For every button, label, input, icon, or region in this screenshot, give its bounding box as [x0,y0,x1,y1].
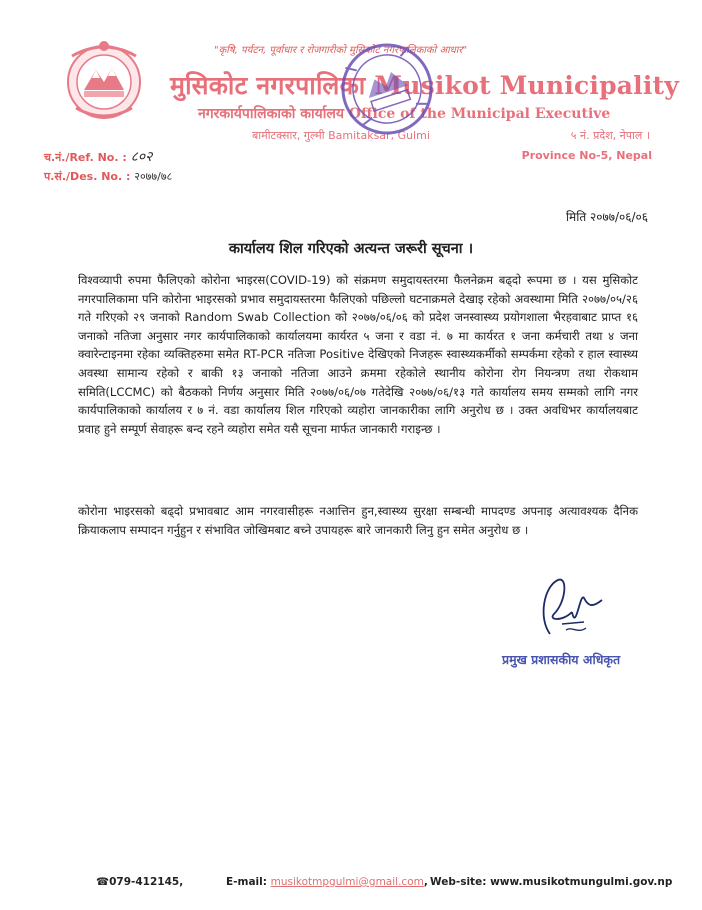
reference-number [44,147,152,166]
letterhead-subtitle: नगरकार्यपालिकाको कार्यालय Office of the Municipal Executive [198,106,611,122]
footer-phone: ☎079-412145, [96,876,184,888]
letterhead-tagline: "कृषि, पर्यटन, पूर्वाधार र रोजगारीको मुसिकोट नगरपालिकाको आधार" [214,45,468,56]
notice-paragraph-2: कोरोना भाइरसको बढ्दो प्रभावबाट आम नगरवासीहरू नआत्तिन हुन,स्वास्थ्य सुरक्षा सम्बन्धी मापदण्ड अपनाइ अत्यावश्यक दैनिक क्रियाकलाप सम्पादन गर्नुहुन र संभावित जोखिमबाट बच्ने उपायहरू बारे जानकारी लिनु हुन समेत अनुरोध छ । [78,504,638,537]
dispatch-number [44,169,172,184]
letterhead-title: मुसिकोट नगरपालिका Musikot Municipality [170,71,680,100]
footer-website [430,876,672,888]
footer-email [226,876,428,888]
reference-number-value: ८०२ [130,149,153,165]
handwritten-signature [532,572,610,642]
province-nepali: ५ नं. प्रदेश, नेपाल । [570,129,650,142]
municipality-emblem-logo [62,38,146,122]
province-english: Province No-5, Nepal [521,149,652,162]
notice-paragraph-1: विश्वव्यापी रुपमा फैलिएको कोरोना भाइरस(COVID-19) को संक्रमण समुदायस्तरमा फैलनेक्रम बढ्दो रूपमा छ । यस मुसिकोट नगरपालिकामा पनि कोरोना भाइरसको प्रभाव समुदायस्तरमा फैलिएको पछिल्लो घटनाक्रमले देखाइ रहेको अवस्थामा मिति २०७७/०५/२६ गते गरिएको २९ जनाको Random Swab Collection को २०७७/०६/०६ को प्रदेश जनस्वास्थ्य प्रयोगशाला भैरहवाबाट प्राप्त १६ जनाको नतिजा अनुसार नगर कार्यपालिकाको कार्यालयमा कार्यरत ५ जना र वडा नं. ७ मा कार्यरत १ जना कर्मचारी तथा ४ जना क्वारेन्टाइनमा रहेका व्यक्तिहरुमा समेत RT-PCR नतिजा Positive देखिएको निजहरू स्वास्थ्यकर्मीको सम्पर्कमा रहेको र हाल स्वास्थ्य अवस्था सामान्य रहेको र बाकी १३ जनाको नतिजा आउने क्रममा रहेकोले स्थानीय कोरोना रोग नियन्त्रण तथा रोकथाम समिति(LCCMC) को बैठकको निर्णय अनुसार मिति २०७७/०६/०७ गतेदेखि २०७७/०६/१३ गते कार्यालय समय सम्मको लागि नगर कार्यपालिकाको कार्यालय र ७ नं. वडा कार्यालय शिल गरिएको व्यहोरा जानकारीका लागि अनुरोध छ । उक्त अवधिभर कार्यालयबाट प्रवाह हुने सम्पूर्ण सेवाहरू बन्द रहने व्यहोरा समेत यसै सूचना मार्फत जानकारी गराइन्छ । [78,273,639,436]
letter-date: मिति २०७७/०६/०६ [565,210,648,224]
dispatch-number-value: २०७७/७८ [134,170,173,183]
dispatch-number-label: प.सं./Des. No. : [44,170,131,183]
official-stamp [334,36,440,142]
footer-website-label: Web-site: [430,876,487,888]
reference-number-label: च.नं./Ref. No. : [44,151,127,164]
footer-email-label: E-mail: [226,876,267,888]
notice-heading: कार्यालय शिल गरिएको अत्यन्त जरूरी सूचना । [228,241,474,257]
footer-email-link[interactable]: musikotmpgulmi@gmail.com [270,876,424,888]
letterhead-address: बामीटक्सार, गुल्मी Bamitaksar, Gulmi [252,129,430,142]
footer-website-link[interactable]: www.musikotmungulmi.gov.np [490,876,673,888]
signature-designation: प्रमुख प्रशासकीय अधिकृत [502,652,621,667]
footer-email-separator: , [423,876,428,888]
